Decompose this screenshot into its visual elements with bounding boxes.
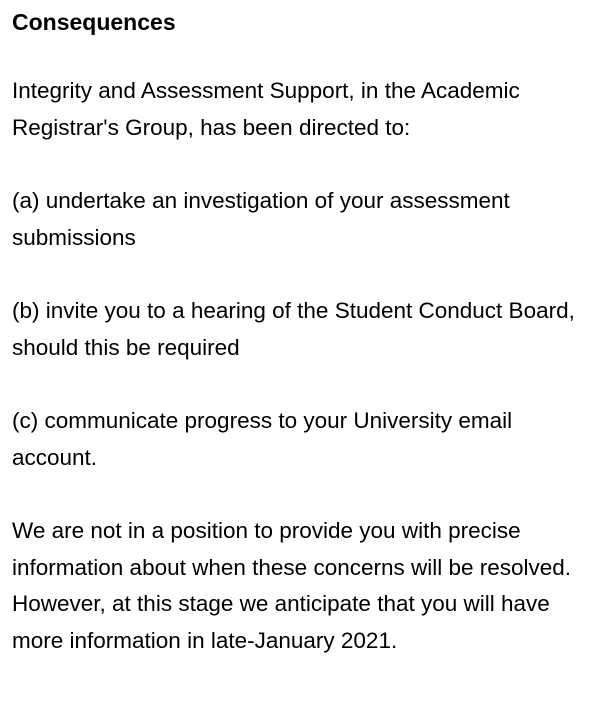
item-a-paragraph: (a) undertake an investigation of your assessment submissions: [12, 188, 510, 250]
timeline-paragraph: We are not in a position to provide you with precise information about when these concerns will be resolved. However, at this stage we anticipate that you will have more information in late-January 2021.: [12, 518, 572, 653]
item-b-paragraph: (b) invite you to a hearing of the Student Conduct Board, should this be required: [12, 298, 575, 360]
section-heading: Consequences: [12, 9, 176, 35]
intro-paragraph: Integrity and Assessment Support, in the Academic Registrar's Group, has been directed to:: [12, 78, 520, 140]
item-c-paragraph: (c) communicate progress to your University email account.: [12, 408, 513, 470]
